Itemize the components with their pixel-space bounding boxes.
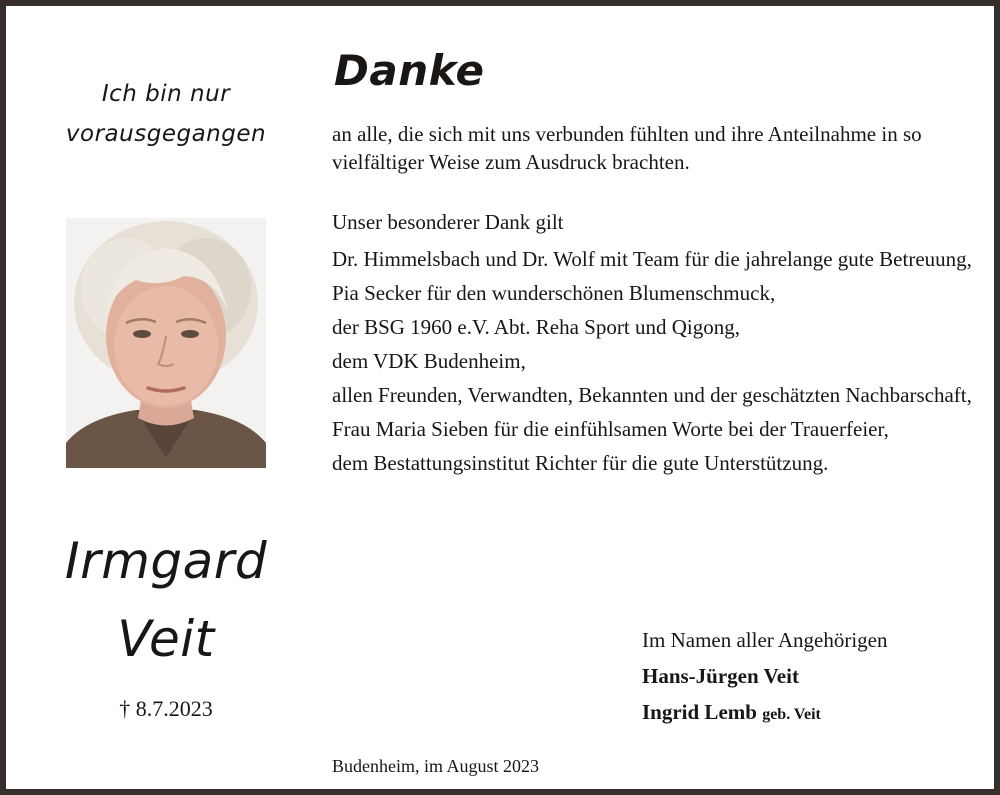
signatory-name-2: Ingrid Lemb [642, 700, 757, 724]
thanks-item: dem VDK Budenheim, [332, 349, 526, 373]
thanks-item: der BSG 1960 e.V. Abt. Reha Sport und Qigong, [332, 315, 740, 339]
thanks-item: dem Bestattungsinstitut Richter für die gute Unterstützung. [332, 451, 829, 475]
thanks-item: allen Freunden, Verwandten, Bekannten und der geschätzten Nachbarschaft, [332, 383, 972, 407]
intro-text: an alle, die sich mit uns verbunden fühlten und ihre Anteilnahme in so vielfältiger Weise zum Ausdruck brachten. [332, 122, 922, 174]
place-date: Budenheim, im August 2023 [332, 756, 539, 776]
signatory-name-2-suffix: geb. Veit [762, 706, 821, 723]
thanks-list [332, 246, 972, 484]
death-date: † 8.7.2023 [119, 696, 213, 721]
signature-line: Im Namen aller Angehörigen [642, 628, 888, 652]
motto [46, 74, 286, 154]
thanks-item: Frau Maria Sieben für die einfühlsamen Worte bei der Trauerfeier, [332, 417, 889, 441]
portrait-illustration [66, 218, 266, 468]
motto-line-2: vorausgegangen [65, 121, 267, 147]
heading-danke: Danke [334, 46, 485, 95]
signatory-name-1: Hans-Jürgen Veit [642, 664, 799, 688]
thanks-item: Pia Secker für den wunderschönen Blumenschmuck, [332, 281, 776, 305]
motto-line-1: Ich bin nur [101, 81, 231, 107]
signature-block [642, 622, 888, 733]
deceased-last-name: Veit [117, 610, 215, 668]
signatory-2 [642, 694, 888, 733]
thanks-item: Dr. Himmelsbach und Dr. Wolf mit Team für die jahrelange gute Betreuung, [332, 247, 972, 271]
thanks-lead: Unser besonderer Dank gilt [332, 210, 564, 234]
deceased-first-name: Irmgard [64, 532, 268, 590]
portrait-photo [66, 218, 266, 468]
